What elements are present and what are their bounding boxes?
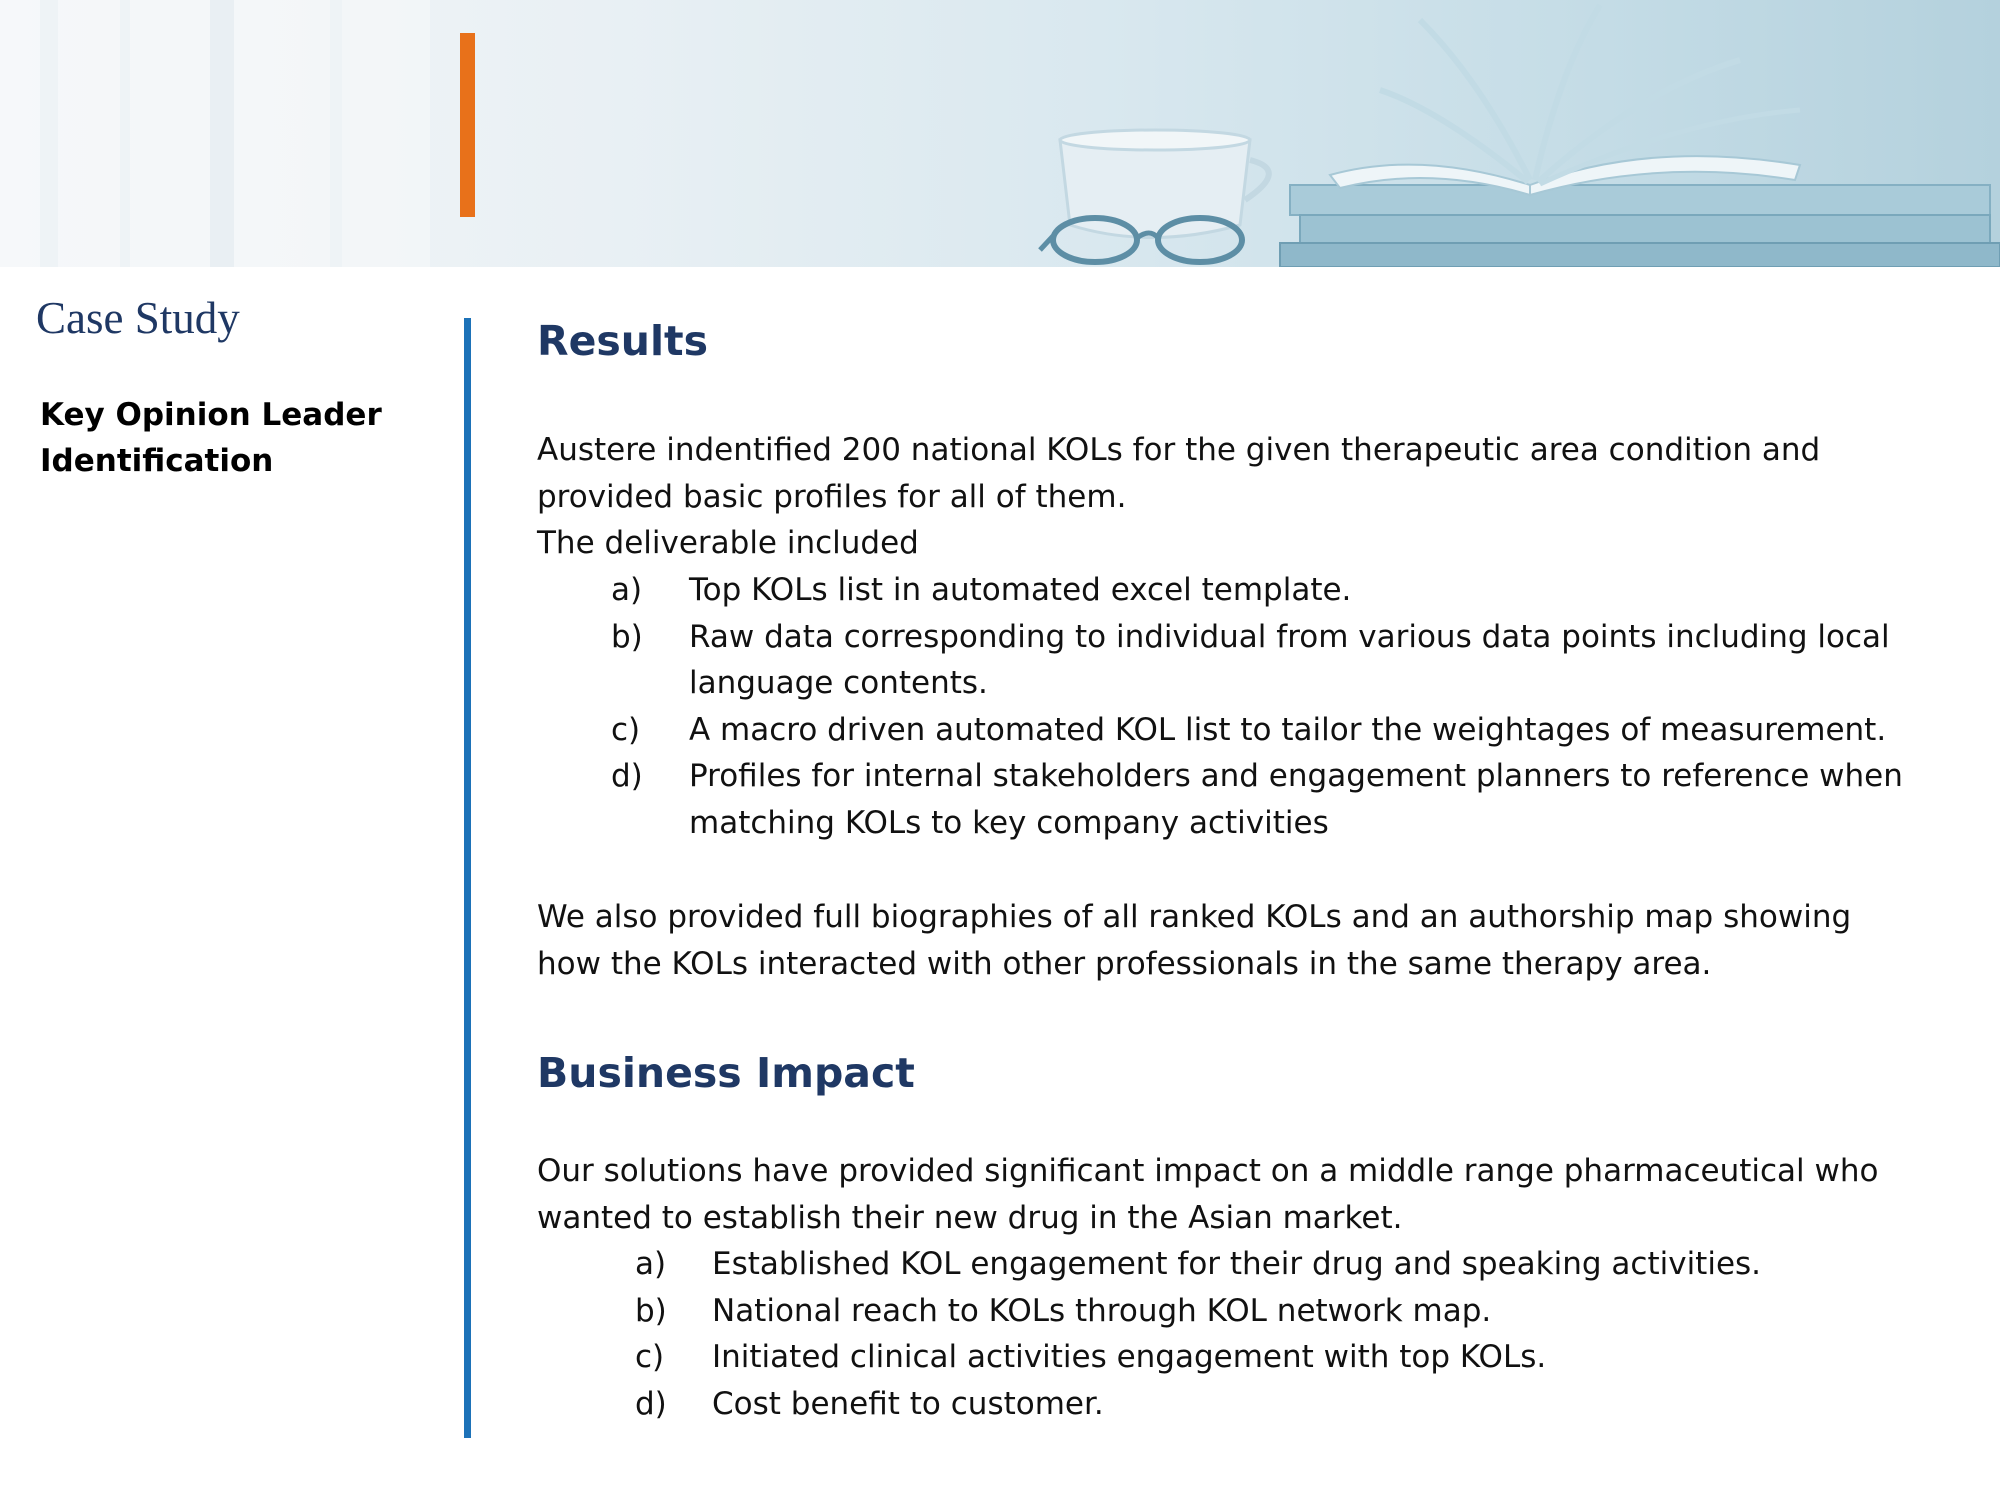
list-item bbox=[537, 1288, 1937, 1335]
text-line: provided basic profiles for all of them. bbox=[537, 478, 1127, 515]
list-item bbox=[537, 707, 1937, 754]
books-and-teacup-illustration bbox=[0, 0, 2000, 267]
accent-bar bbox=[460, 33, 475, 217]
list-item bbox=[537, 1241, 1937, 1288]
text-line: Austere indentified 200 national KOLs for the given therapeutic area condition and bbox=[537, 432, 1821, 468]
list-item bbox=[537, 1334, 1937, 1381]
results-heading: Results bbox=[537, 317, 709, 365]
text-line: how the KOLs interacted with other professionals in the same therapy area. bbox=[537, 945, 1712, 982]
text-line: The deliverable included bbox=[537, 525, 919, 561]
list-item-text: matching KOLs to key company activities bbox=[689, 804, 1329, 841]
deliverables-list bbox=[537, 567, 1937, 846]
case-title bbox=[40, 392, 420, 484]
results-intro bbox=[537, 427, 1967, 567]
list-item-text: Established KOL engagement for their drug and speaking activities. bbox=[712, 1246, 1762, 1282]
case-title-line: Identification bbox=[40, 443, 274, 479]
text-line: wanted to establish their new drug in the Asian market. bbox=[537, 1199, 1403, 1236]
list-marker: a) bbox=[611, 572, 643, 608]
text-line: Our solutions have provided significant impact on a middle range pharmaceutical who bbox=[537, 1153, 1879, 1189]
list-item bbox=[537, 753, 1937, 846]
list-item-text: Cost benefit to customer. bbox=[712, 1385, 1104, 1422]
list-marker: b) bbox=[611, 618, 643, 655]
header-banner bbox=[0, 0, 2000, 267]
business-impact-heading: Business Impact bbox=[537, 1049, 915, 1097]
list-item-text: A macro driven automated KOL list to tailor the weightages of measurement. bbox=[689, 711, 1887, 748]
impact-intro bbox=[537, 1148, 1967, 1241]
text-line: We also provided full biographies of all ranked KOLs and an authorship map showing bbox=[537, 899, 1852, 935]
case-title-line: Key Opinion Leader bbox=[40, 397, 382, 433]
list-marker: a) bbox=[635, 1246, 667, 1282]
list-item-text: language contents. bbox=[689, 665, 988, 701]
list-marker: d) bbox=[611, 758, 643, 794]
list-marker: c) bbox=[611, 711, 641, 748]
list-item bbox=[537, 1381, 1937, 1428]
results-summary bbox=[537, 894, 1967, 987]
section-label: Case Study bbox=[36, 293, 240, 343]
list-item-text: Top KOLs list in automated excel template. bbox=[689, 572, 1352, 608]
list-item-text: Raw data corresponding to individual from various data points including local bbox=[689, 618, 1890, 655]
impact-list bbox=[537, 1241, 1937, 1427]
list-item bbox=[537, 567, 1937, 614]
list-marker: d) bbox=[635, 1385, 667, 1422]
list-item-text: Initiated clinical activities engagement with top KOLs. bbox=[712, 1339, 1547, 1375]
list-item bbox=[537, 614, 1937, 707]
list-marker: b) bbox=[635, 1292, 667, 1329]
list-marker: c) bbox=[635, 1339, 665, 1375]
list-item-text: Profiles for internal stakeholders and engagement planners to reference when bbox=[689, 758, 1903, 794]
vertical-divider bbox=[464, 318, 471, 1438]
list-item-text: National reach to KOLs through KOL network map. bbox=[712, 1292, 1492, 1329]
